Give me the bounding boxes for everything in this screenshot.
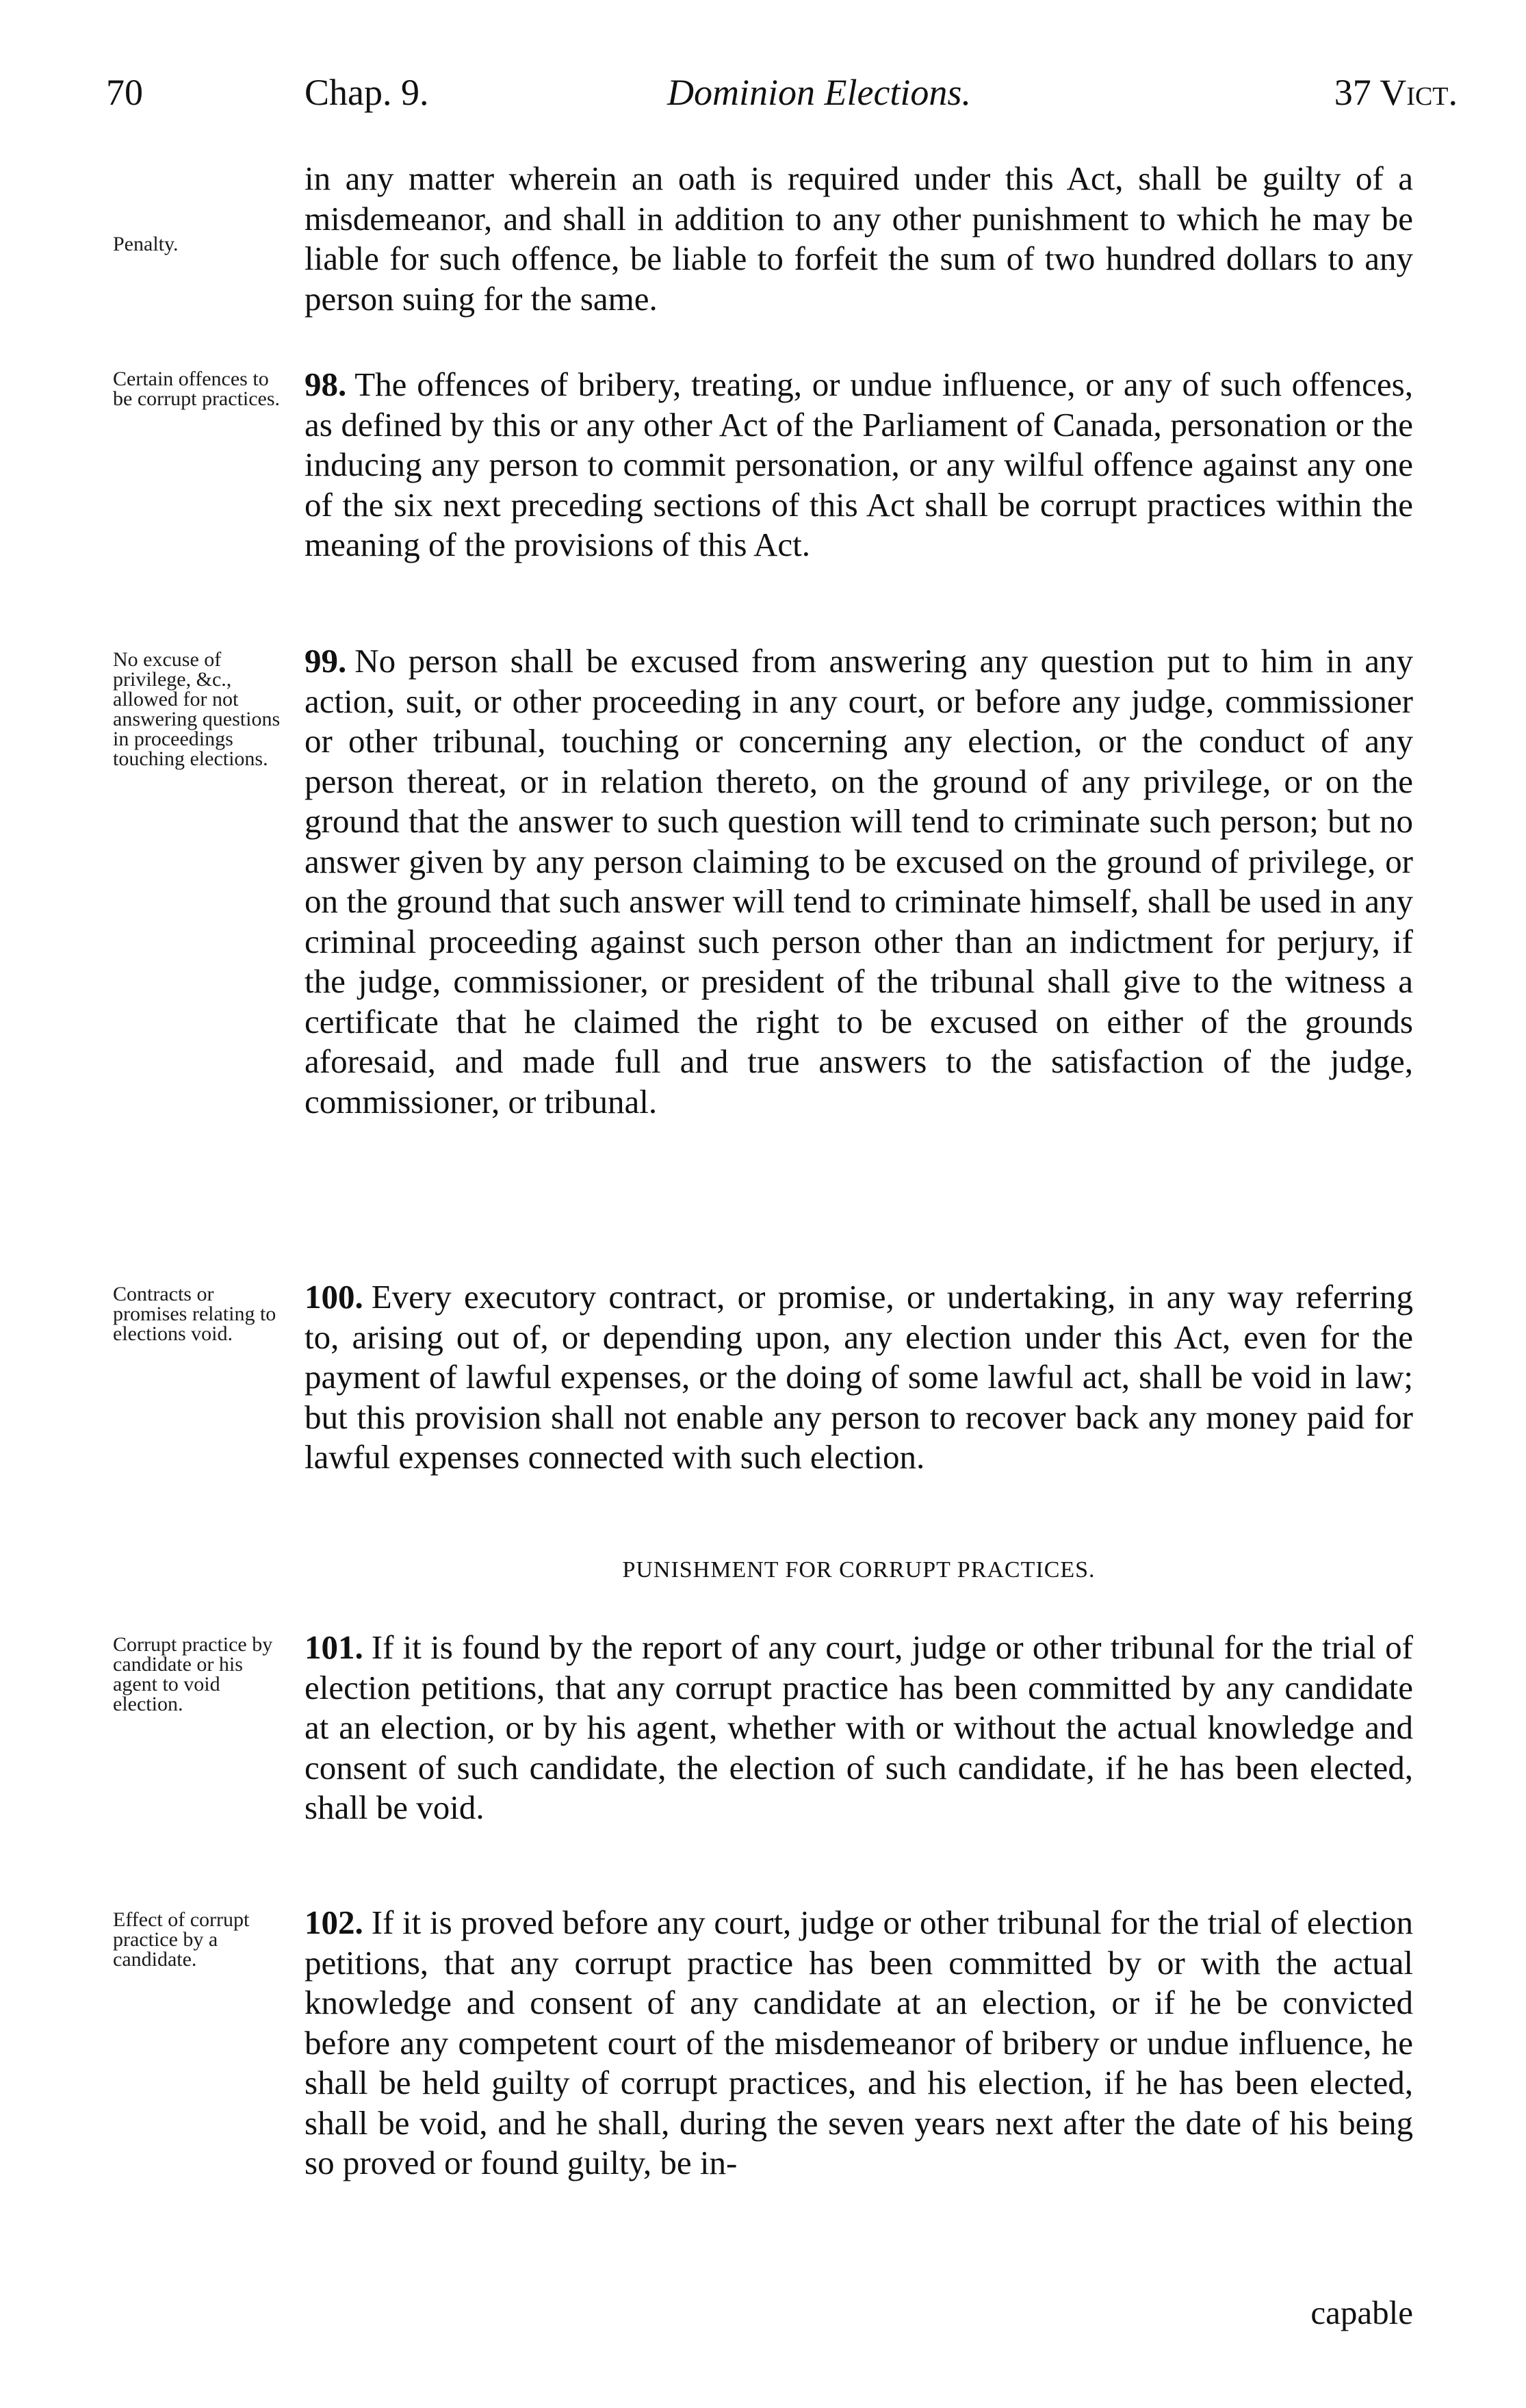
margin-note: Penalty. [113,233,179,255]
section-heading: PUNISHMENT FOR CORRUPT PRACTICES. [622,1557,1096,1583]
margin-note: No excuse of privilege, &c., allowed for not answering questions in proceedings touching elections. [113,648,281,770]
margin-note: Contracts or promises relating to elections void. [113,1283,276,1345]
section-number: 102. [305,1904,363,1941]
section-body [305,365,1413,565]
section-text: No person shall be excused from answering any question put to him in any action, suit, or other proceeding in any court, or before any judge, commissioner or other tribunal, touching or concerning any election, or the conduct of any person thereat, or in relation thereto, on the ground of any privilege, or on the ground that the answer to such question will tend to criminate such person; but no answer given by any person claiming to be excused on the ground of privilege, or on the ground that such answer will tend to criminate himself, shall be used in any criminal proceeding against such person other than an indictment for perjury, if the judge, commissioner, or president of the tribunal shall give to the witness a certificate that he claimed the right to be excused on either of the grounds aforesaid, and made full and true answers to the satisfaction of the judge, commissioner, or tribunal. [305,642,1413,1120]
regnal-year: 37 Vict. [1334,72,1458,113]
section-body [305,1628,1413,1828]
section-body [305,1903,1413,2183]
section-text: If it is proved before any court, judge or other tribunal for the trial of election petitions, that any corrupt practice has been committed by or with the actual knowledge and consent of any candidate at an election, or if he be convicted before any competent court of the misdemeanor of bribery or undue influence, he shall be held guilty of corrupt practices, and his election, if he has been elected, shall be void, and he shall, during the seven years next after the date of his being so proved or found guilty, be in- [305,1904,1413,2181]
margin-note: Corrupt practice by candidate or his agent to void election. [113,1633,273,1715]
page-number: 70 [106,72,143,113]
section-number: 101. [305,1628,363,1666]
section-number: 99. [305,642,347,680]
section-number: 100. [305,1278,363,1316]
section-text: If it is found by the report of any court, judge or other tribunal for the trial of election petitions, that any corrupt practice has been committed by any candidate at an election, or by his agent, whether with or without the actual knowledge and consent of such candidate, the election of such candidate, if he has been elected, shall be void. [305,1628,1413,1826]
catchword: capable [1310,2294,1413,2331]
section-text: Every executory contract, or promise, or undertaking, in any way referring to, arising out of, or depending upon, any election under this Act, even for the payment of lawful expenses, or the doing of some lawful act, shall be void in law; but this provision shall not enable any person to recover back any money paid for lawful expenses connected with such election. [305,1278,1413,1476]
section-text: in any matter wherein an oath is required under this Act, shall be guilty of a misdemeanor, and shall in addition to any other punishment to which he may be liable for such offence, be liable to forfeit the sum of two hundred dollars to any person suing for the same. [305,159,1413,318]
chapter-label: Chap. 9. [305,72,429,113]
section-body [305,641,1413,1122]
margin-note: Effect of corrupt practice by a candidate. [113,1908,250,1971]
section-number: 98. [305,366,347,403]
section-body [305,1277,1413,1478]
margin-note: Certain offences to be corrupt practices. [113,368,281,410]
running-header [106,65,1458,120]
running-title: Dominion Elections. [667,72,971,113]
section-text: The offences of bribery, treating, or undue influence, or any of such offences, as defined by this or any other Act of the Parliament of Canada, personation or the inducing any person to commit personation, or any wilful offence against any one of the six next preceding sections of this Act shall be corrupt practices within the meaning of the provisions of this Act. [305,366,1413,563]
